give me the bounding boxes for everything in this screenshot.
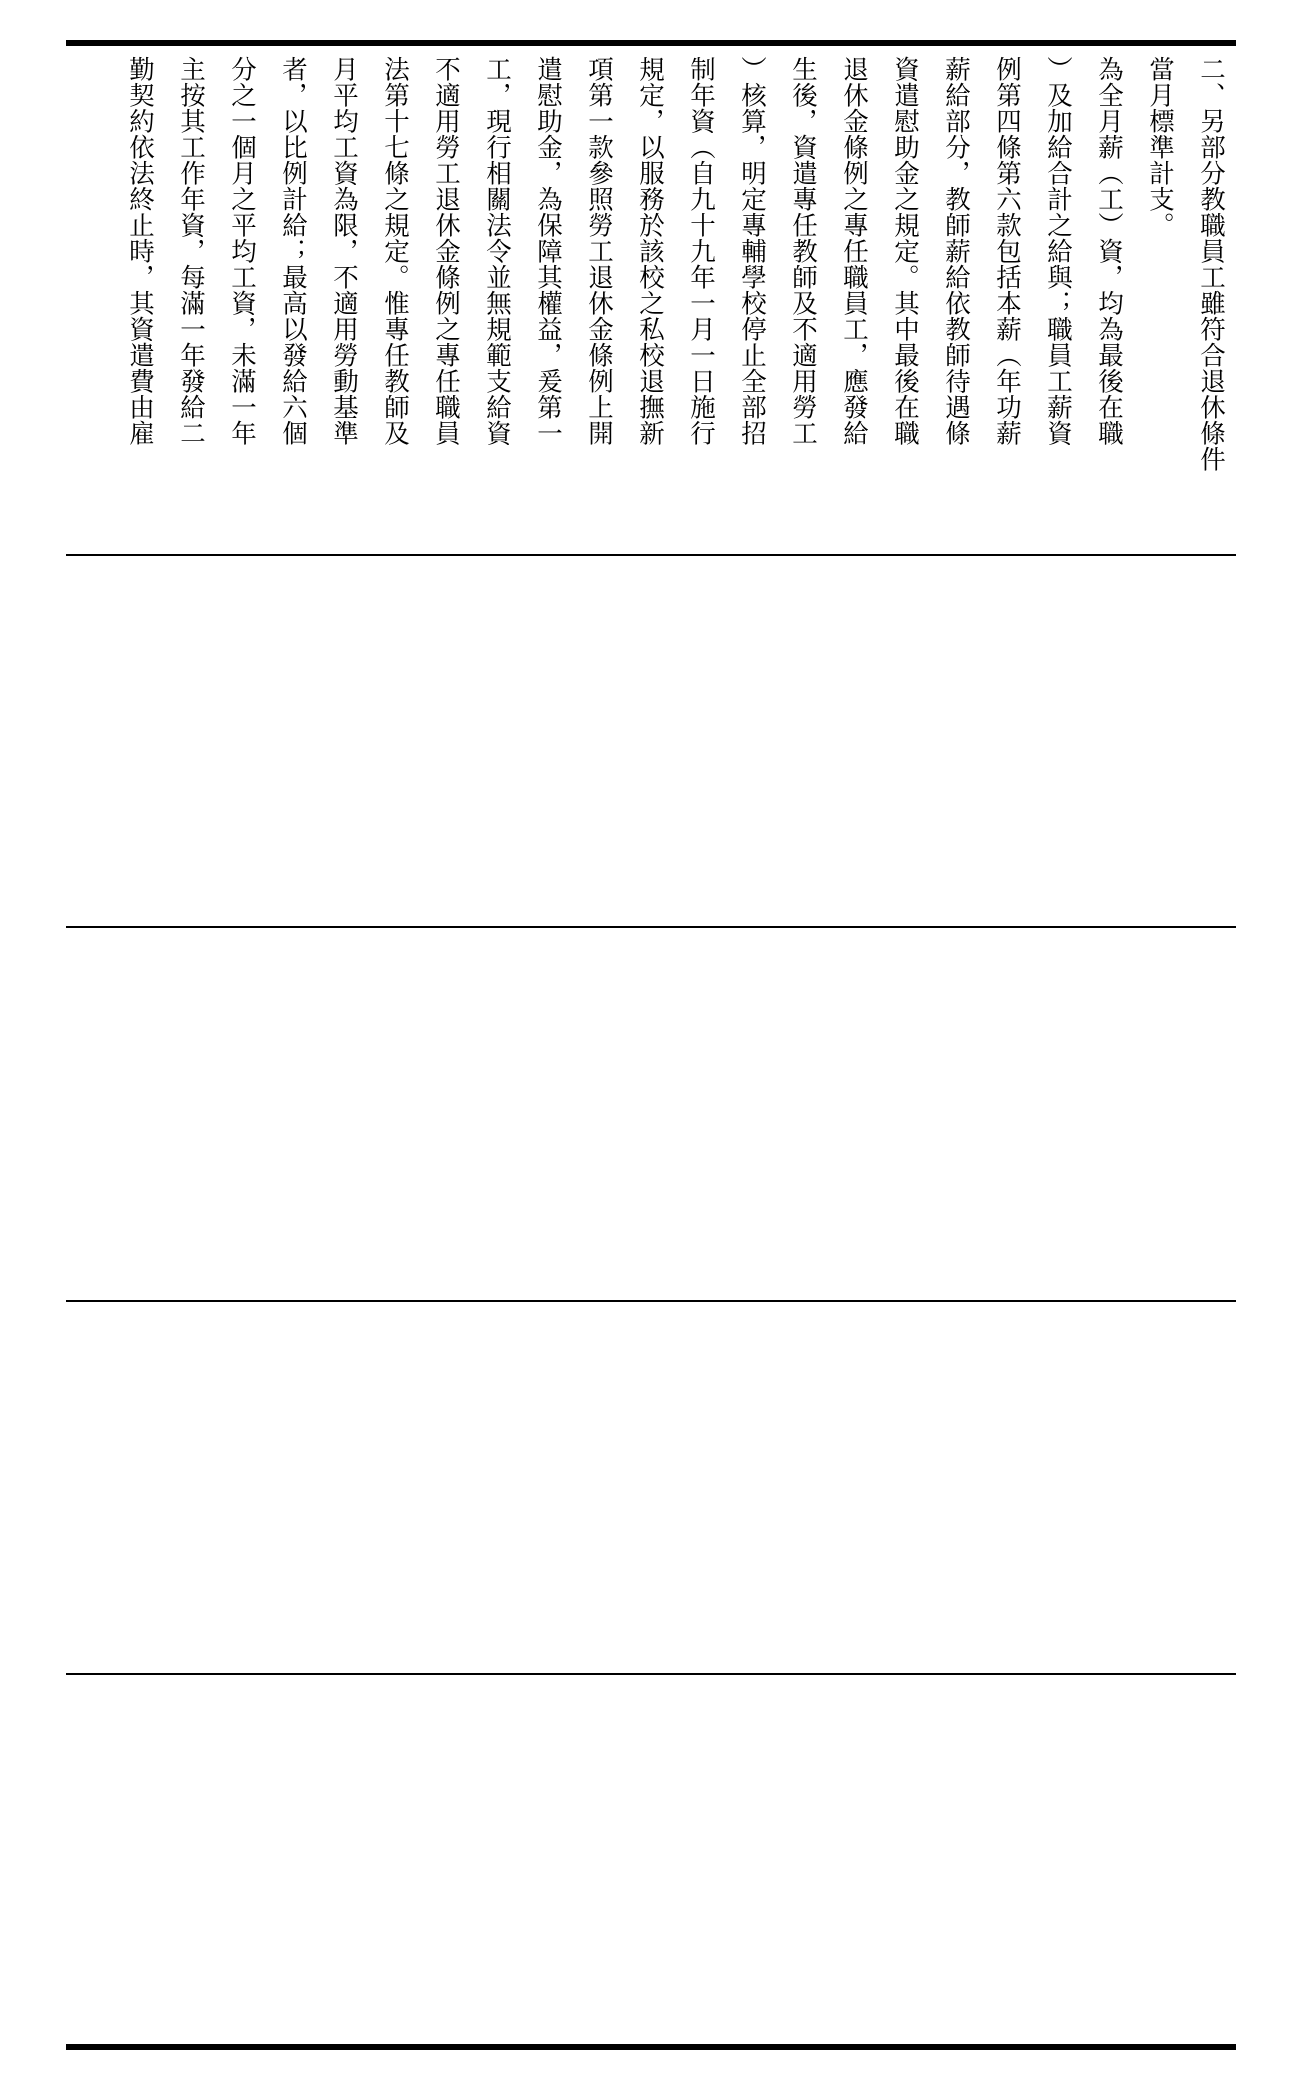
text-column: ）及加給合計之給與；職員工薪資 (1043, 56, 1073, 446)
text-column: 二、另部分教職員工雖符合退休條件 (1196, 56, 1226, 472)
text-column: 退休金條例之專任職員工，應發給 (839, 56, 869, 446)
text-column: 當月標準計支。 (1145, 56, 1175, 238)
text-column: 勤契約依法終止時，其資遣費由雇 (125, 56, 155, 446)
bottom-border-rule (66, 2044, 1236, 2050)
text-column: 不適用勞工退休金條例之專任職員 (431, 56, 461, 446)
text-column: 主按其工作年資，每滿一年發給二 (176, 56, 206, 446)
text-column: 制年資（自九十九年一月一日施行 (686, 56, 716, 446)
text-column: 資遣慰助金之規定。其中最後在職 (890, 56, 920, 446)
vertical-text-block (66, 56, 1236, 546)
text-column: 生後，資遣專任教師及不適用勞工 (788, 56, 818, 446)
text-column: 月平均工資為限，不適用勞動基準 (329, 56, 359, 446)
text-column: 法第十七條之規定。惟專任教師及 (380, 56, 410, 446)
text-column: 規定，以服務於該校之私校退撫新 (635, 56, 665, 446)
text-column: 工，現行相關法令並無規範支給資 (482, 56, 512, 446)
text-column: ）核算，明定專輔學校停止全部招 (737, 56, 767, 446)
top-border-rule (66, 40, 1236, 46)
section-divider (66, 1673, 1236, 1675)
text-column: 薪給部分，教師薪給依教師待遇條 (941, 56, 971, 446)
section-divider (66, 1300, 1236, 1302)
text-column: 項第一款參照勞工退休金條例上開 (584, 56, 614, 446)
text-column: 例第四條第六款包括本薪（年功薪 (992, 56, 1022, 446)
text-column: 遣慰助金，為保障其權益，爰第一 (533, 56, 563, 446)
text-column: 者，以比例計給；最高以發給六個 (278, 56, 308, 446)
section-divider (66, 554, 1236, 556)
section-divider (66, 926, 1236, 928)
text-column: 分之一個月之平均工資，未滿一年 (227, 56, 257, 446)
text-column: 為全月薪（工）資，均為最後在職 (1094, 56, 1124, 446)
